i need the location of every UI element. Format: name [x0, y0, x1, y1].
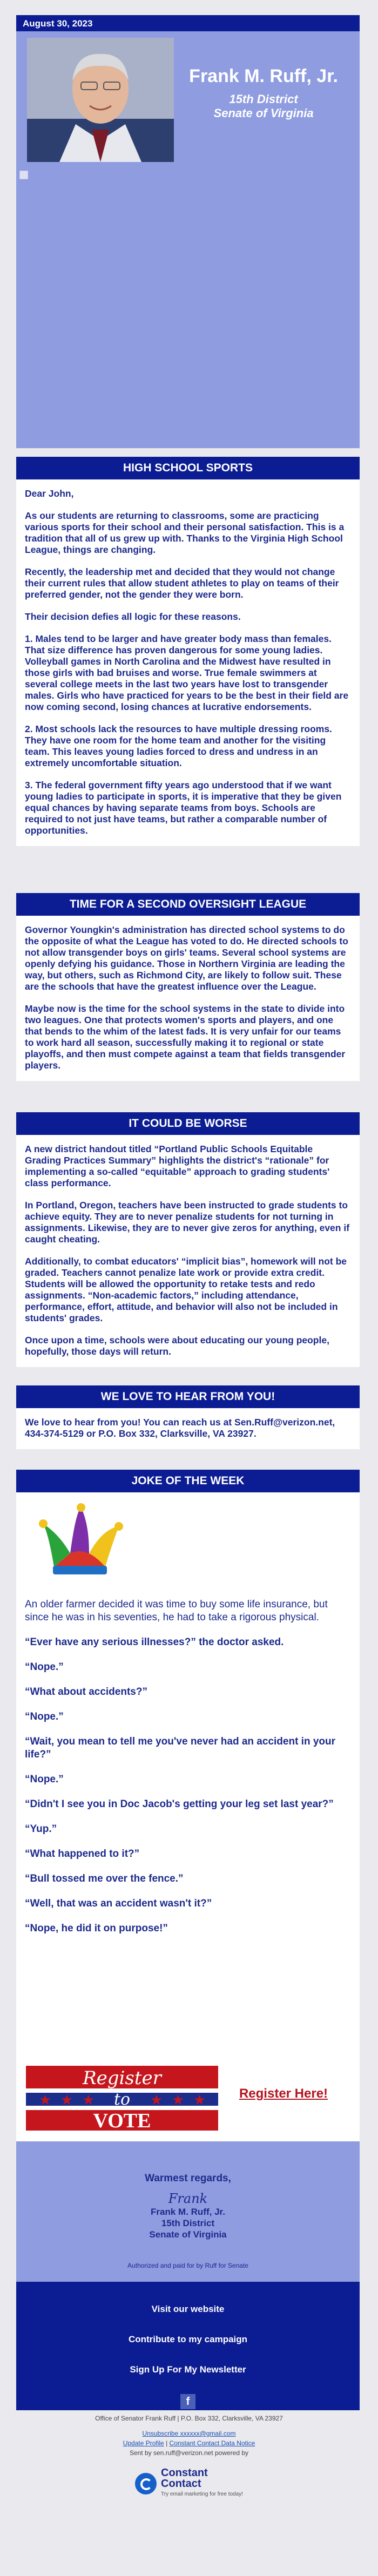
- data-notice-link[interactable]: Constant Contact Data Notice: [169, 2439, 255, 2447]
- contact-paragraph: We love to hear from you! You can reach us at Sen.Ruff@verizon.net, 434-374-5129 or P.O. Box 332, Clarksville, VA 23927.: [25, 1417, 335, 1439]
- newsletter-date: August 30, 2023: [23, 18, 93, 29]
- svg-text:★: ★: [150, 2092, 163, 2108]
- section-high-school-sports: [16, 457, 360, 846]
- footer-address: Office of Senator Frank Ruff | P.O. Box 332, Clarksville, VA 23927: [95, 2415, 283, 2422]
- svg-text:★: ★: [193, 2092, 206, 2108]
- paragraph: Once upon a time, schools were about educating our young people, hopefully, those days will return.: [25, 1335, 329, 1357]
- svg-text:★: ★: [60, 2092, 73, 2108]
- joke-line: “Yup.”: [25, 1823, 57, 1835]
- signature-block: [16, 2141, 360, 2282]
- paragraph: 3. The federal government fifty years ago understood that if we want young ladies to participate in sports, it is imperative that they be given equal chances by having separate teams from boys. Schools are required to not just have teams, but rather a comparable number of opportunities.: [25, 780, 342, 836]
- section-body: [16, 916, 360, 1081]
- footer: [0, 2413, 378, 2500]
- handwritten-signature: Frank: [168, 2191, 208, 2206]
- senate-body: Senate of Virginia: [213, 106, 314, 120]
- section-hear-from-you: [16, 1385, 360, 1449]
- paragraph: In Portland, Oregon, teachers have been instructed to grade students to achieve equity. They are to never penalize students for not turning in assignments. Likewise, they are to never give zeros for anything, even if caught cheating.: [25, 1200, 350, 1245]
- senator-district: 15th District: [229, 92, 298, 106]
- joke-text: [16, 1590, 360, 1956]
- register-row: [16, 2046, 360, 2141]
- section-title: IT COULD BE WORSE: [16, 1112, 360, 1135]
- facebook-icon[interactable]: f: [180, 2394, 195, 2409]
- joke-line: “Nope.”: [25, 1661, 64, 1673]
- joke-line: “Bull tossed me over the fence.”: [25, 1873, 184, 1884]
- update-profile-link[interactable]: Update Profile: [123, 2439, 164, 2447]
- joke-line: “Ever have any serious illnesses?” the doctor asked.: [25, 1637, 284, 1648]
- visit-website-link[interactable]: Visit our website: [151, 2304, 225, 2314]
- brand-line-1: Constant: [161, 2467, 208, 2479]
- section-title: JOKE OF THE WEEK: [16, 1470, 360, 1492]
- paragraph: Governor Youngkin's administration has directed school systems to do the opposite of what the League has voted to do. He directed schools to not allow transgender boys on girls' teams. Several school systems are openly defying his guidance. Those in Northern Virginia are leading the way, but others, such as Richmond City, are likely to follow suit. These are the schools that have the greatest influence over the League.: [25, 924, 348, 992]
- joke-line: “Nope, he did it on purpose!”: [25, 1923, 168, 1934]
- svg-text:★: ★: [82, 2092, 95, 2108]
- joke-line: “Nope.”: [25, 1774, 64, 1785]
- paragraph: 1. Males tend to be larger and have greater body mass than females. That size difference has proven dangerous for some young ladies. Volleyball games in North Carolina and the Midwest have resulted in those girls with bad bruises and worse. True female swimmers at several college meets in the last two years have lost to transgender males. Girls who have practiced for years to be the best in their field are now coming second, losing chances at lucrative endorsements.: [25, 633, 349, 712]
- register-here-link[interactable]: Register Here!: [239, 2086, 328, 2101]
- senator-name: Frank M. Ruff, Jr.: [189, 66, 338, 86]
- broken-image-icon: [19, 171, 28, 179]
- section-body: [16, 479, 360, 846]
- joke-line: “What about accidents?”: [25, 1686, 147, 1698]
- date-bar: [16, 15, 360, 31]
- register-image-vote: VOTE: [93, 2110, 151, 2131]
- signature-body: Senate of Virginia: [149, 2229, 227, 2240]
- section-body: [16, 1135, 360, 1367]
- joke-line: An older farmer decided it was time to buy some life insurance, but since he was in his seventies, he had to take a rigorous physical.: [25, 1599, 328, 1623]
- action-links: [16, 2282, 360, 2410]
- masthead: [16, 31, 360, 167]
- sent-by-note: Sent by sen.ruff@verizon.net powered by: [129, 2449, 249, 2457]
- joke-line: “Well, that was an accident wasn't it?”: [25, 1898, 212, 1909]
- svg-text:★: ★: [39, 2092, 52, 2108]
- senator-heading: [189, 66, 338, 120]
- paragraph: Their decision defies all logic for these reasons.: [25, 611, 241, 622]
- section-oversight-league: [16, 893, 360, 1081]
- joke-line: “What happened to it?”: [25, 1848, 140, 1860]
- newsletter-signup-link[interactable]: Sign Up For My Newsletter: [130, 2364, 246, 2375]
- svg-text:★: ★: [172, 2092, 185, 2108]
- signature-name: Frank M. Ruff, Jr.: [151, 2207, 225, 2217]
- contribute-link[interactable]: Contribute to my campaign: [128, 2334, 248, 2344]
- signature-district: 15th District: [161, 2218, 215, 2228]
- hero-image-area: [16, 167, 360, 448]
- joke-line: “Wait, you mean to tell me you've never had an accident in your life?”: [25, 1736, 336, 1760]
- joke-line: “Nope.”: [25, 1711, 64, 1722]
- joke-line: “Didn't I see you in Doc Jacob's getting your leg set last year?”: [25, 1799, 334, 1810]
- constant-contact-badge[interactable]: [135, 2467, 243, 2500]
- brand-tagline: Try email marketing for free today!: [161, 2491, 243, 2497]
- paragraph: Additionally, to combat educators' “implicit bias”, homework will not be graded. Teachers cannot penalize late work or provide extra credit. Students will be allowed the opportunity to retake tests and redo assignments. “Non-academic factors,” including attendance, performance, effort, attitude, and behavior will also not be included in students' grades.: [25, 1256, 347, 1323]
- paragraph: As our students are returning to classrooms, some are practicing various sports for their school and their personal satisfaction. This is a tradition that all of us grew up with. Thanks to the Virginia High School League, things are changing.: [25, 510, 345, 555]
- footer-separator: |: [166, 2439, 168, 2447]
- section-title: TIME FOR A SECOND OVERSIGHT LEAGUE: [16, 893, 360, 916]
- section-title: WE LOVE TO HEAR FROM YOU!: [16, 1385, 360, 1408]
- register-image-word: Register: [83, 2067, 161, 2089]
- section-joke: [16, 1470, 360, 2046]
- authorization-note: Authorized and paid for by Ruff for Senate: [127, 2262, 248, 2269]
- register-image-to: to: [113, 2090, 131, 2109]
- brand-line-2: Contact: [161, 2478, 201, 2490]
- paragraph: A new district handout titled “Portland Public Schools Equitable Grading Practices Summary” highlights the district's “rationale” for implementing a so-called “equitable” approach to grading students' class performance.: [25, 1144, 330, 1188]
- closing: Warmest regards,: [145, 2173, 231, 2184]
- paragraph: Dear John,: [25, 488, 74, 499]
- section-it-could-be-worse: [16, 1112, 360, 1367]
- constant-contact-wordmark: [161, 2467, 243, 2500]
- constant-contact-logo-icon: [135, 2473, 157, 2494]
- jester-hat-image: [16, 1492, 360, 1590]
- senator-photo: [27, 38, 174, 162]
- paragraph: Recently, the leadership met and decided that they would not change their current rules that allow student athletes to play on teams of their preferred gender, not the gender they were born.: [25, 566, 339, 600]
- unsubscribe-link[interactable]: Unsubscribe xxxxxx@gmail.com: [142, 2430, 236, 2437]
- section-body: [16, 1492, 360, 2046]
- paragraph: 2. Most schools lack the resources to have multiple dressing rooms. They have one room for the home team and another for the visiting team. This leaves young ladies forced to dress and undress in an extremely uncomfortable situation.: [25, 724, 332, 768]
- register-to-vote-image[interactable]: [26, 2066, 218, 2131]
- paragraph: Maybe now is the time for the school systems in the state to divide into two leagues. One that protects women's sports and players, and one that bends to the whim of the latest fads. It is very unfair for our teams to work hard all season, successfully making it to regional or state playoffs, and then must compete against a team that fields transgender players.: [25, 1003, 346, 1071]
- section-body: [16, 1408, 360, 1449]
- section-title: HIGH SCHOOL SPORTS: [16, 457, 360, 479]
